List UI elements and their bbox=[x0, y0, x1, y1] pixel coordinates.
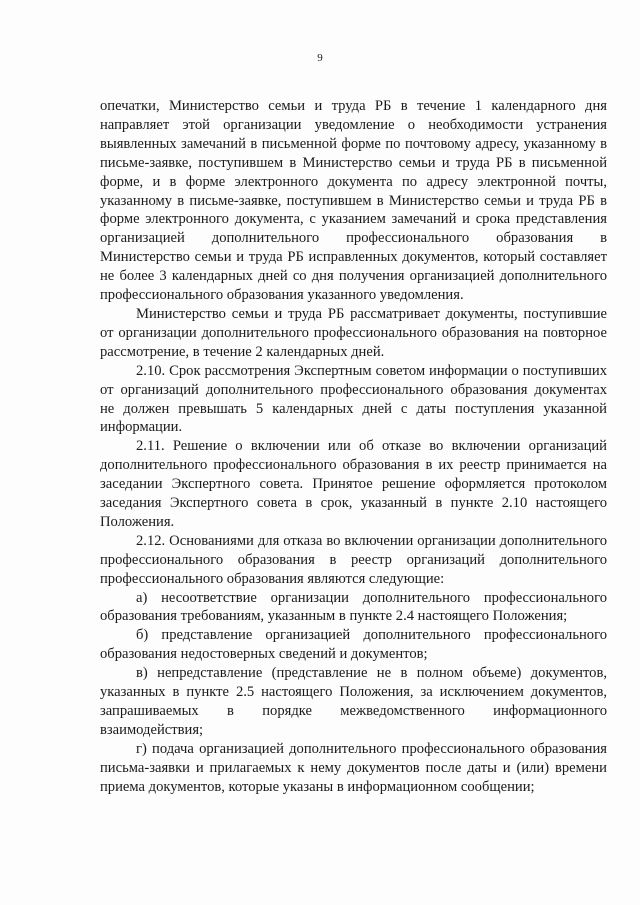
paragraph-2-12: 2.12. Основаниями для отказа во включении организации дополнительного профессионального образования в реестр организаций дополнительного профессионального образования являются следующие: bbox=[100, 532, 607, 587]
paragraph-ministry-review: Министерство семьи и труда РБ рассматривает документы, поступившие от организации дополнительного профессионального образования на повторное рассмотрение, в течение 2 календарных дней. bbox=[100, 305, 607, 360]
list-item-v: в) непредставление (представление не в полном объеме) документов, указанных в пункте 2.5 настоящего Положения, за исключением документов, запрашиваемых в порядке межведомственного информационного взаимодействия; bbox=[100, 665, 607, 738]
list-item-b: б) представление организацией дополнительного профессионального образования недостоверных сведений и документов; bbox=[100, 627, 607, 663]
paragraph-2-10: 2.10. Срок рассмотрения Экспертным советом информации о поступивших от организаций дополнительного профессионального образования документах не должен превышать 5 календарных дней с даты поступления указанной информации. bbox=[100, 362, 607, 436]
list-item-a: а) несоответствие организации дополнительного профессионального образования требованиям, указанным в пункте 2.4 настоящего Положения; bbox=[100, 589, 607, 625]
document-body bbox=[100, 97, 607, 797]
page-number: 9 bbox=[317, 52, 323, 64]
list-item-g: г) подача организацией дополнительного профессионального образования письма-заявки и прилагаемых к нему документов после даты и (или) времени приема документов, которые указаны в информационном сообщении; bbox=[100, 740, 607, 795]
paragraph-continuation: опечатки, Министерство семьи и труда РБ в течение 1 календарного дня направляет этой организации уведомление о необходимости устранения выявленных замечаний в письменной форме по почтовому адресу, указанному в письме-заявке, поступившем в Министерство семьи и труда РБ в письменной форме, и в форме электронного документа по адресу электронной почты, указанному в письме-заявке, поступившем в Министерство семьи и труда РБ в форме электронного документа, с указанием замечаний и срока представления организацией дополнительного профессионального образования в Министерство семьи и труда РБ исправленных документов, который составляет не более 3 календарных дней со дня получения организацией дополнительного профессионального образования указанного уведомления. bbox=[100, 98, 607, 304]
paragraph-2-11: 2.11. Решение о включении или об отказе во включении организаций дополнительного профессионального образования в их реестр принимается на заседании Экспертного совета. Принятое решение оформляется протоколом заседания Экспертного совета в срок, указанный в пункте 2.10 настоящего Положения. bbox=[100, 438, 607, 530]
